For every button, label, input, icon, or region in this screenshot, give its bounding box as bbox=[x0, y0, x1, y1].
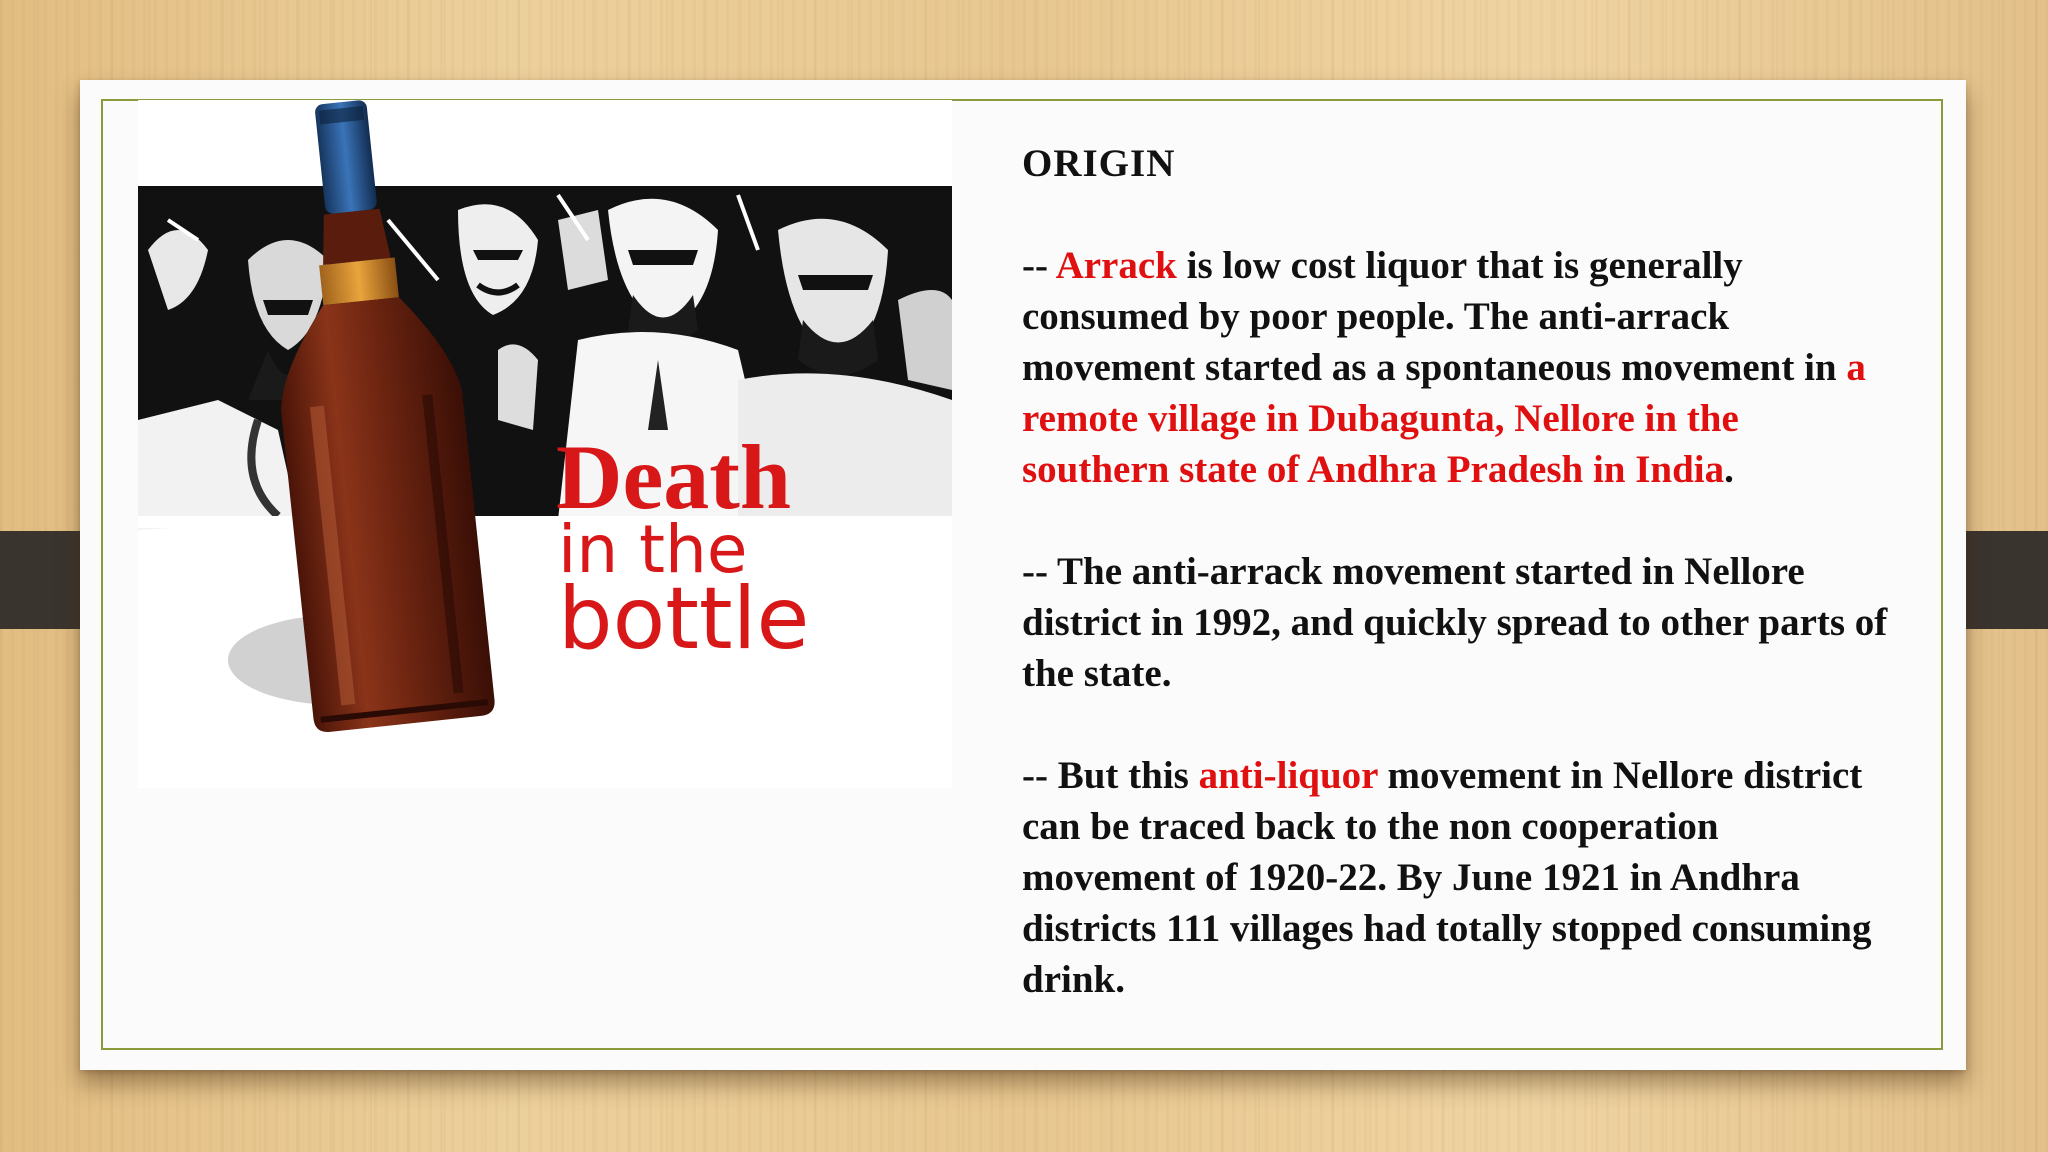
text-line: movement of 1920-22. By June 1921 in Andhra bbox=[1022, 856, 1800, 899]
text-line: -- But this anti-liquor movement in Nellore district bbox=[1022, 754, 1863, 797]
text-line: -- Arrack is low cost liquor that is generally bbox=[1022, 244, 1743, 287]
text-line: can be traced back to the non cooperation bbox=[1022, 805, 1719, 848]
caption-death: Death bbox=[556, 426, 792, 528]
highlight-location: a bbox=[1846, 346, 1866, 389]
slide-card bbox=[80, 80, 1966, 1070]
text-line: consumed by poor people. The anti-arrack bbox=[1022, 295, 1730, 338]
slide-text bbox=[1022, 138, 1942, 1056]
text-line: districts 111 villages had totally stopped consuming bbox=[1022, 907, 1872, 950]
paragraph-nellore-1992 bbox=[1022, 546, 1942, 699]
highlight-location-line: remote village in Dubagunta, Nellore in the bbox=[1022, 397, 1739, 440]
text-line: the state. bbox=[1022, 652, 1172, 695]
highlight-arrack: Arrack bbox=[1055, 244, 1177, 287]
paragraph-non-cooperation bbox=[1022, 750, 1942, 1005]
highlight-anti-liquor: anti-liquor bbox=[1198, 754, 1378, 797]
text-line: movement started as a spontaneous movement in a bbox=[1022, 346, 1866, 389]
text-line: drink. bbox=[1022, 958, 1125, 1001]
death-in-the-bottle-image bbox=[138, 100, 952, 788]
text-line: district in 1992, and quickly spread to other parts of bbox=[1022, 601, 1888, 644]
highlight-location-end: southern state of Andhra Pradesh in India bbox=[1022, 448, 1725, 491]
caption-bottle: bottle bbox=[558, 569, 810, 669]
caption-in-the: in the bbox=[558, 511, 748, 588]
text-line: southern state of Andhra Pradesh in India. bbox=[1022, 448, 1734, 491]
slide-heading: ORIGIN bbox=[1022, 142, 1176, 185]
text-line: -- The anti-arrack movement started in Nellore bbox=[1022, 550, 1805, 593]
paragraph-arrack bbox=[1022, 240, 1942, 495]
crowd-photo bbox=[138, 186, 952, 530]
